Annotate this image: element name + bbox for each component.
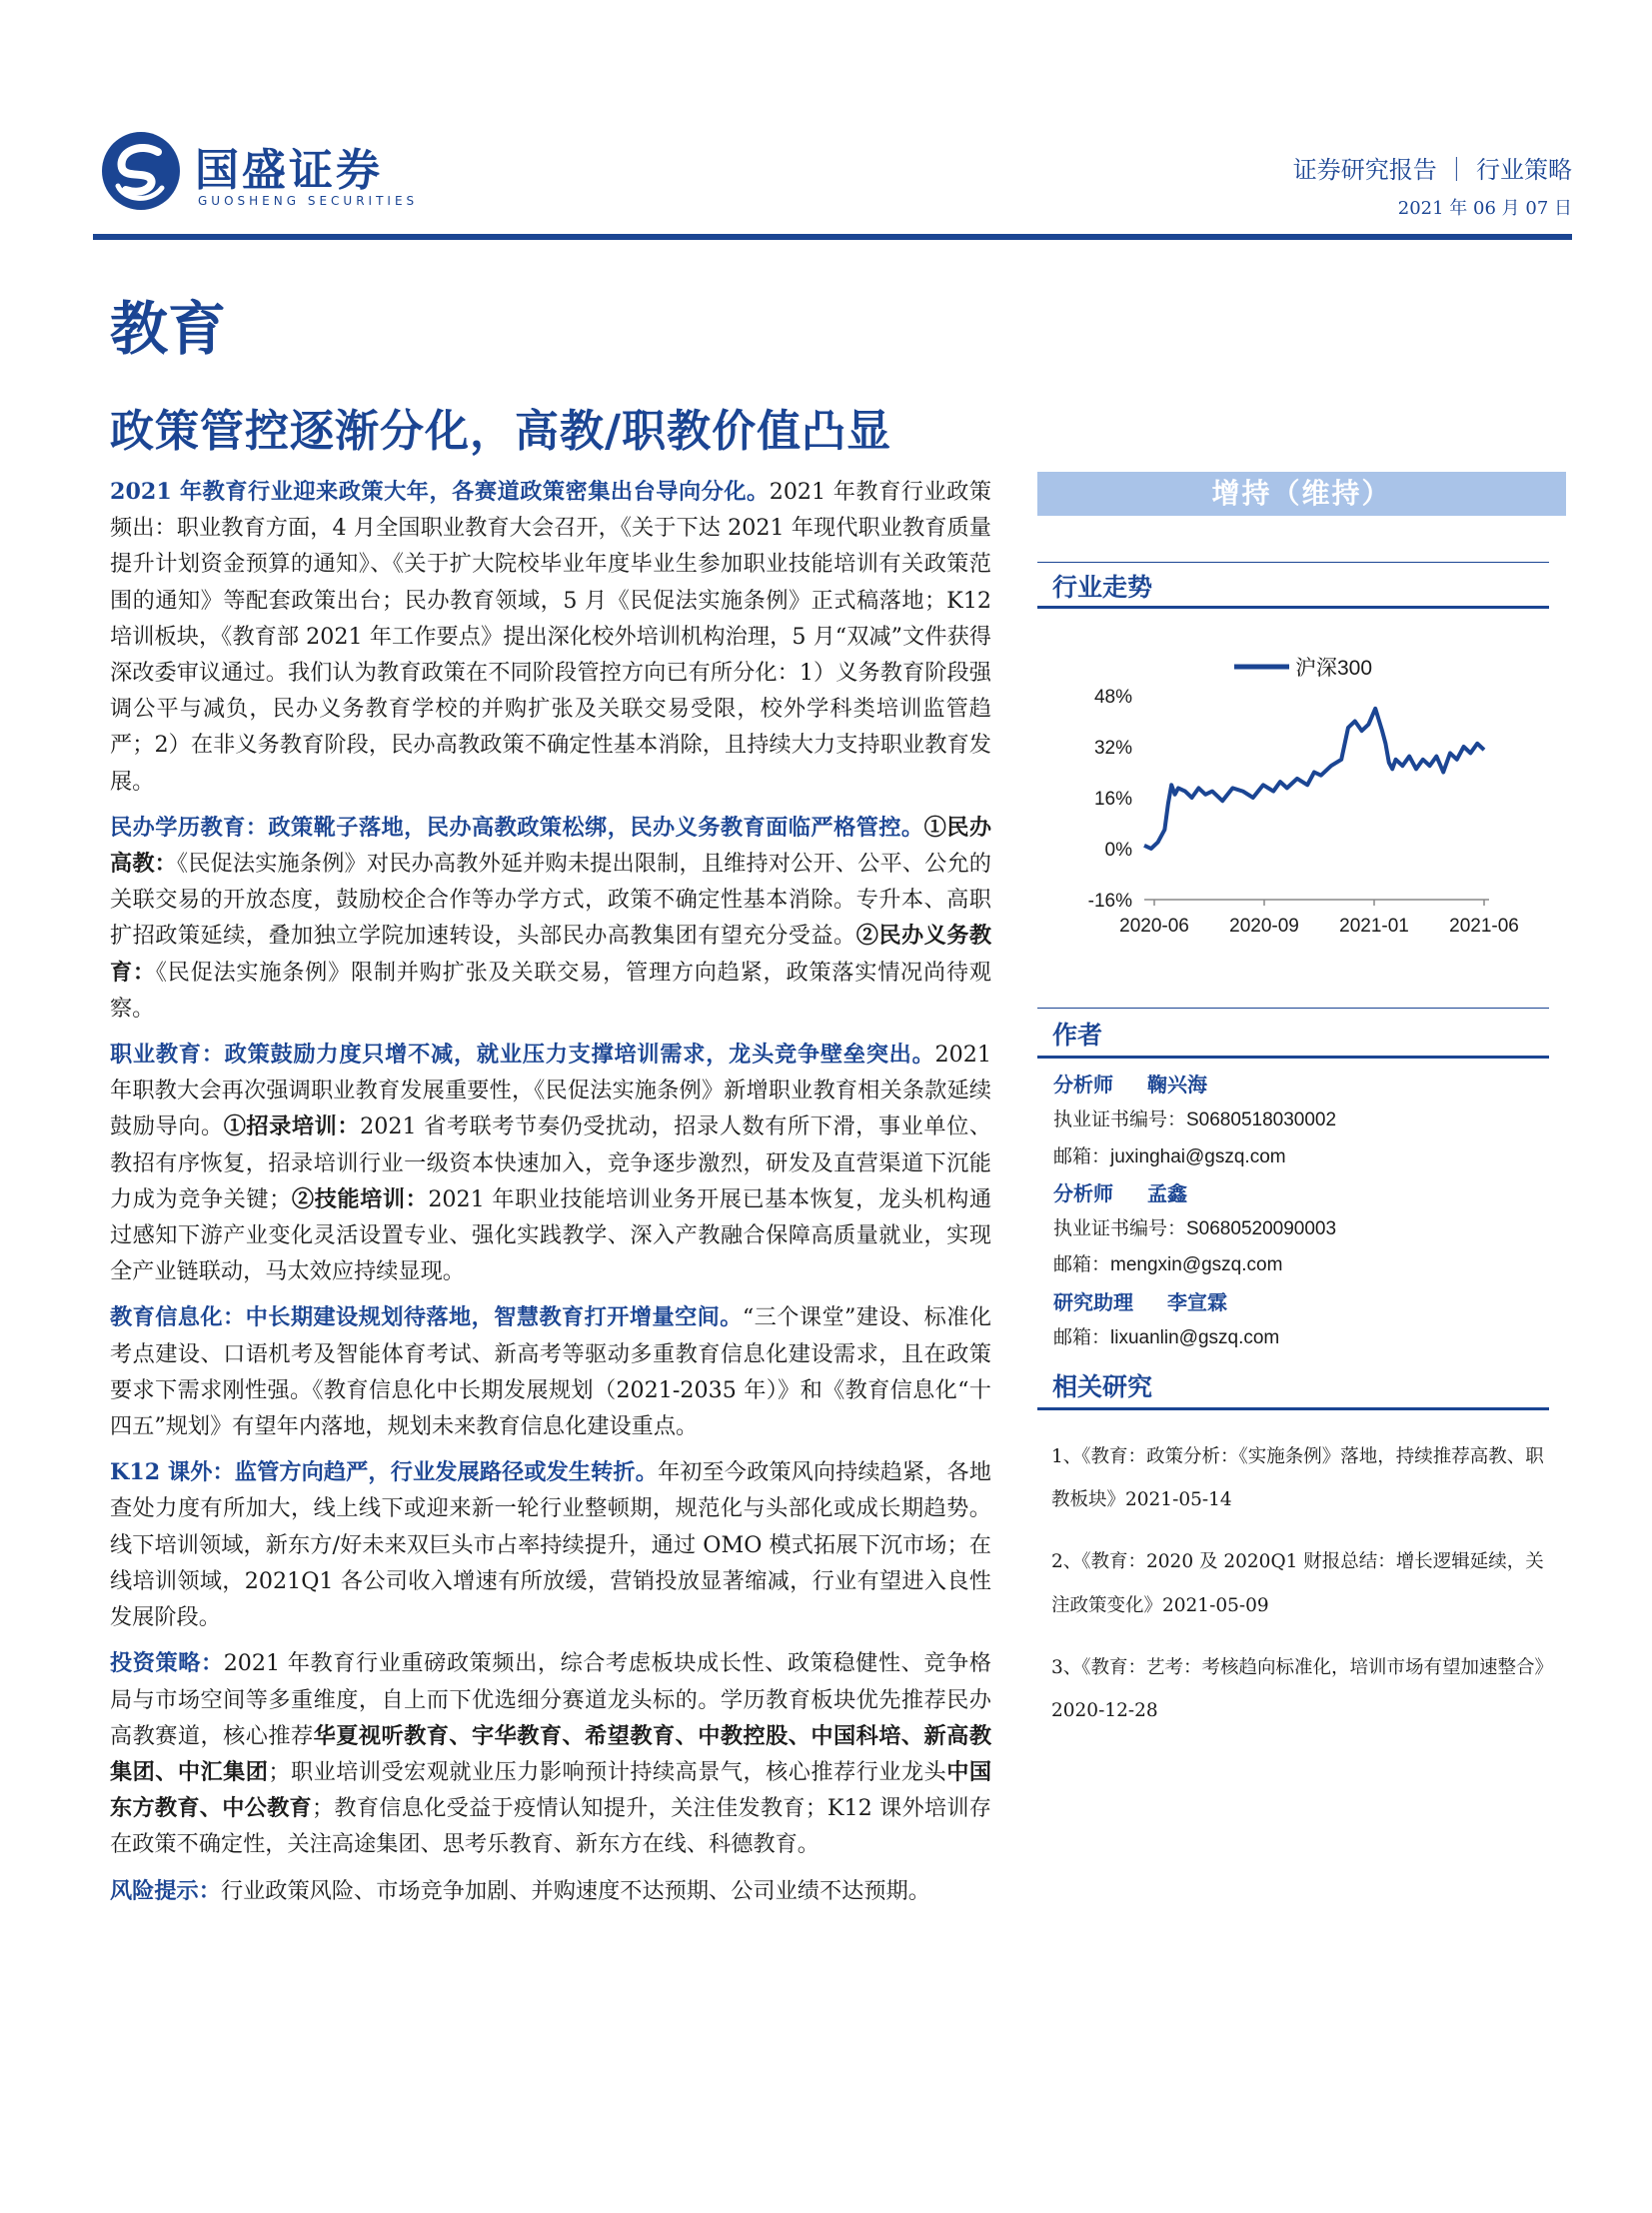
author-list — [1053, 1067, 1553, 1356]
company-logo-icon — [100, 130, 182, 212]
report-headline: 政策管控逐渐分化，高教/职教价值凸显 — [110, 406, 892, 457]
x-axis — [1119, 900, 1519, 937]
paragraph-lead: 投资策略： — [110, 1650, 224, 1677]
x-tick-label: 2021-06 — [1449, 916, 1519, 937]
paragraph-lead: 民办学历教育：政策靴子落地，民办高教政策松绑，民办义务教育面临严格管控。 — [110, 814, 924, 841]
body-paragraph — [110, 1037, 991, 1289]
author-role-row — [1053, 1067, 1553, 1103]
related-research-item[interactable]: 1、《教育：政策分析：《实施条例》落地，持续推荐高教、职教板块》2021-05-14 — [1051, 1445, 1544, 1510]
paragraph-emphasis: ②技能培训： — [291, 1185, 429, 1212]
series-line-hs300 — [1144, 709, 1484, 849]
paragraph-emphasis: ②民办义务教育： — [110, 923, 992, 986]
related-research-item[interactable]: 2、《教育：2020 及 2020Q1 财报总结：增长逻辑延续，关注政策变化》2021-05-09 — [1051, 1551, 1544, 1616]
y-tick-label: 16% — [1093, 789, 1132, 810]
body-paragraph — [110, 1299, 991, 1444]
paragraph-text: “三个课堂”建设、标准化考点建设、口语机考及智能体育考试、新高考等驱动多重教育信息化建设需求，且在政策要求下需求刚性强。《教育信息化中长期发展规划（2021-2035 年）》和《教育信息化“十四五”规划》有望年内落地，规划未来教育信息化建设重点。 — [110, 1304, 992, 1440]
y-tick-label: 48% — [1093, 687, 1132, 708]
paragraph-lead: 2021 年教育行业迎来政策大年，各赛道政策密集出台导向分化。 — [110, 479, 770, 505]
author-license: 执业证书编号：S0680520090003 — [1053, 1218, 1337, 1240]
body-paragraph — [110, 1873, 991, 1909]
paragraph-text: 2021 年教育行业重磅政策频出，综合考虑板块成长性、政策稳健性、竞争格局与市场空间等多重维度，自上而下优选细分赛道龙头标的。学历教育板块优先推荐民办高教赛道，核心推荐 — [110, 1650, 991, 1749]
related-research-list — [1051, 1416, 1551, 1733]
section-divider — [1037, 1056, 1549, 1059]
author-email: 邮箱：juxinghai@gszq.com — [1053, 1145, 1286, 1167]
rating-badge: 增持（维持） — [1037, 472, 1566, 516]
paragraph-lead: 教育信息化：中长期建设规划待落地，智慧教育打开增量空间。 — [110, 1304, 743, 1331]
paragraph-text: 2021 省考联考节奏仍受扰动，招录人数有所下滑，事业单位、教招有序恢复，招录培训行业一级资本快速加入，竞争逐步激烈，研发及直营渠道下沉能力成为竞争关键； — [110, 1113, 992, 1212]
author-role-row — [1053, 1175, 1553, 1211]
paragraph-emphasis: 华夏视听教育、宇华教育、希望教育、中教控股、中国科培、新高教集团、中汇集团 — [110, 1722, 991, 1785]
index-trend-chart — [1039, 640, 1559, 960]
author-name: 鞠兴海 — [1147, 1073, 1207, 1097]
paragraph-lead: 风险提示： — [110, 1877, 221, 1904]
report-type: 证券研究报告 ｜ 行业策略 — [1292, 156, 1572, 184]
section-divider — [1037, 1008, 1549, 1009]
author-name: 孟鑫 — [1147, 1180, 1187, 1205]
author-email: 邮箱：mengxin@gszq.com — [1053, 1254, 1283, 1276]
paragraph-lead: 职业教育：政策鼓励力度只增不减，就业压力支撑培训需求，龙头竞争壁垒突出。 — [110, 1042, 935, 1069]
paragraph-text: ；教育信息化受益于疫情认知提升，关注佳发教育；K12 课外培训存在政策不确定性，关注高途集团、思考乐教育、新东方在线、科德教育。 — [110, 1795, 991, 1858]
paragraph-text: 2021 年职教大会再次强调职业教育发展重要性，《民促法实施条例》新增职业教育相关条款延续鼓励导向。 — [110, 1042, 991, 1140]
report-date: 2021 年 06 月 07 日 — [1397, 198, 1572, 219]
legend-label: 沪深300 — [1295, 657, 1373, 680]
paragraph-lead: K12 课外：监管方向趋严，行业发展路径或发生转折。 — [110, 1459, 658, 1486]
author-role: 分析师 — [1053, 1073, 1113, 1097]
body-paragraph — [110, 1645, 991, 1862]
section-divider — [1037, 1407, 1549, 1410]
body-paragraph — [110, 1454, 991, 1635]
author-role: 研究助理 — [1053, 1289, 1133, 1314]
author-email: 邮箱：lixuanlin@gszq.com — [1053, 1327, 1280, 1349]
industry-title: 教育 — [110, 295, 227, 363]
paragraph-text: 2021 年职业技能培训业务开展已基本恢复，龙头机构通过感知下游产业变化灵活设置专业、强化实践教学、深入产教融合保障高质量就业，实现全产业链联动，马太效应持续显现。 — [110, 1185, 992, 1285]
paragraph-text: 行业政策风险、市场竞争加剧、并购速度不达预期、公司业绩不达预期。 — [220, 1877, 930, 1904]
y-axis — [1088, 687, 1132, 912]
y-tick-label: 0% — [1104, 840, 1132, 861]
related-section-title: 相关研究 — [1052, 1372, 1153, 1401]
x-tick-label: 2020-09 — [1229, 916, 1299, 937]
author-name: 李宣霖 — [1167, 1289, 1227, 1314]
paragraph-text: 《民促法实施条例》限制并购扩张及关联交易，管理方向趋紧，政策落实情况尚待观察。 — [110, 959, 991, 1022]
report-body — [110, 474, 991, 1919]
paragraph-emphasis: ①招录培训： — [223, 1113, 361, 1140]
body-paragraph — [110, 810, 991, 1027]
x-tick-label: 2020-06 — [1119, 916, 1189, 937]
author-section-title: 作者 — [1052, 1021, 1103, 1050]
y-tick-label: 32% — [1093, 738, 1132, 759]
header-divider — [93, 234, 1572, 240]
paragraph-emphasis: 中国东方教育、中公教育 — [110, 1758, 992, 1822]
company-name-en: GUOSHENG SECURITIES — [198, 194, 419, 208]
body-paragraph — [110, 474, 991, 800]
trend-section-title: 行业走势 — [1052, 573, 1153, 602]
author-license: 执业证书编号：S0680518030002 — [1053, 1109, 1337, 1131]
related-research-item[interactable]: 3、《教育：艺考：考核趋向标准化，培训市场有望加速整合》2020-12-28 — [1051, 1656, 1544, 1721]
x-tick-label: 2021-01 — [1339, 916, 1409, 937]
y-tick-label: -16% — [1087, 891, 1132, 912]
paragraph-text: 年初至今政策风向持续趋紧，各地查处力度有所加大，线上线下或迎来新一轮行业整顿期，规范化与头部化或成长期趋势。线下培训领域，新东方/好未来双巨头市占率持续提升，通过 OMO 模式拓展下沉市场；在线培训领域，2021Q1 各公司收入增速有所放缓，营销投放显著缩减，行业有望进入良性发展阶段。 — [110, 1459, 991, 1631]
paragraph-text: ；职业培训受宏观就业压力影响预计持续高景气，核心推荐行业龙头 — [268, 1758, 947, 1785]
paragraph-text: 《民促法实施条例》对民办高教外延并购未提出限制，且维持对公开、公平、公允的关联交易的开放态度，鼓励校企合作等办学方式，政策不确定性基本消除。专升本、高职扩招政策延续，叠加独立学院加速转设，头部民办高教集团有望充分受益。 — [110, 851, 991, 950]
paragraph-text: 2021 年教育行业政策频出：职业教育方面，4 月全国职业教育大会召开，《关于下达 2021 年现代职业教育质量提升计划资金预算的通知》、《关于扩大院校毕业年度毕业生参加职业技能培训有关政策范围的通知》等配套政策出台；民办教育领域，5 月《民促法实施条例》正式稿落地；K12 培训板块，《教育部 2021 年工作要点》提出深化校外培训机构治理，5 月“双减”文件获得深改委审议通过。我们认为教育政策在不同阶段管控方向已有所分化：1）义务教育阶段强调公平与减负，民办义务教育学校的并购扩张及关联交易受限，校外学科类培训监管趋严；2）在非义务教育阶段，民办高教政策不确定性基本消除，且持续大力支持职业教育发展。 — [110, 479, 991, 795]
paragraph-emphasis: ①民办高教： — [110, 814, 992, 878]
section-divider — [1037, 562, 1549, 563]
company-name: 国盛证券 — [195, 145, 383, 196]
section-divider — [1037, 606, 1549, 609]
author-role: 分析师 — [1053, 1180, 1113, 1205]
author-role-row — [1053, 1284, 1553, 1320]
